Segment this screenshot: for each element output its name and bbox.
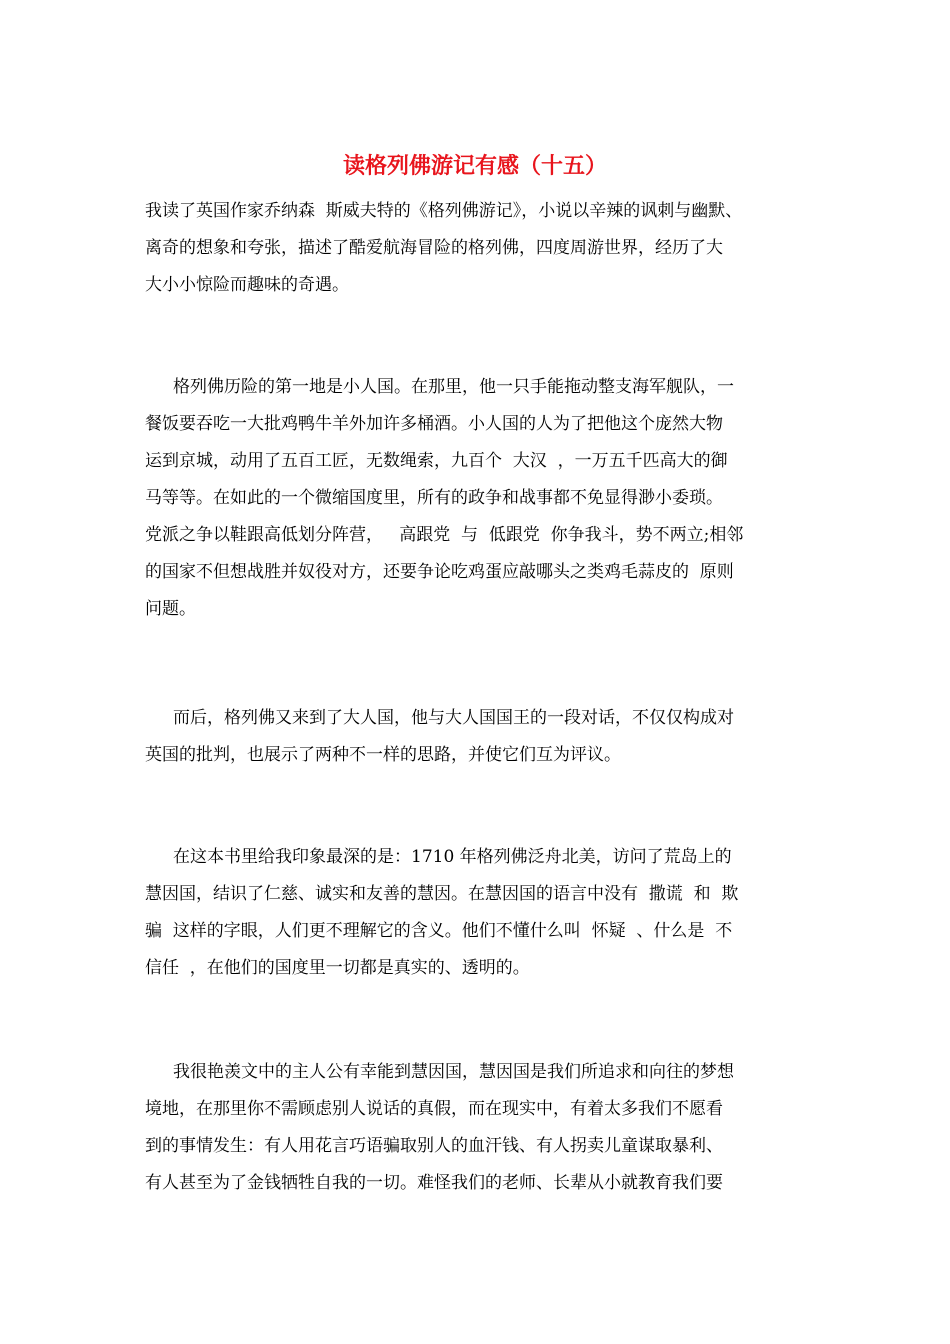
paragraph-line: 到的事情发生：有人用花言巧语骗取别人的血汗钱、有人拐卖儿童谋取暴利、 — [145, 1136, 723, 1156]
paragraph-line: 境地，在那里你不需顾虑别人说话的真假，而在现实中，有着太多我们不愿看 — [145, 1099, 723, 1119]
paragraph-line: 而后，格列佛又来到了大人国，他与大人国国王的一段对话，不仅仅构成对 — [173, 708, 734, 728]
paragraph-1 — [145, 193, 825, 304]
paragraph-line: 马等等。在如此的一个微缩国度里，所有的政争和战事都不免显得渺小委琐。 — [145, 488, 723, 508]
document-title: 读格列佛游记有感（十五） — [342, 153, 607, 179]
paragraph-line: 骗 这样的字眼，人们更不理解它的含义。他们不懂什么叫 怀疑 、什么是 不 — [145, 921, 733, 941]
paragraph-line: 党派之争以鞋跟高低划分阵营， 高跟党 与 低跟党 你争我斗，势不两立;相邻 — [145, 525, 744, 545]
paragraph-line: 在这本书里给我印象最深的是：1710 年格列佛泛舟北美，访问了荒岛上的 — [173, 847, 732, 867]
paragraph-line: 离奇的想象和夸张，描述了酷爱航海冒险的格列佛，四度周游世界，经历了大 — [145, 238, 723, 258]
paragraph-3 — [145, 700, 825, 774]
paragraph-line: 信任 ，在他们的国度里一切都是真实的、透明的。 — [145, 958, 530, 978]
paragraph-line: 问题。 — [145, 599, 196, 619]
paragraph-4 — [145, 839, 825, 987]
paragraph-line: 有人甚至为了金钱牺牲自我的一切。难怪我们的老师、长辈从小就教育我们要 — [145, 1173, 723, 1193]
paragraph-line: 我读了英国作家乔纳森 斯威夫特的《格列佛游记》，小说以辛辣的讽刺与幽默、 — [145, 201, 743, 221]
paragraph-line: 英国的批判，也展示了两种不一样的思路，并使它们互为评议。 — [145, 745, 621, 765]
paragraph-line: 运到京城，动用了五百工匠，无数绳索，九百个 大汉 ，一万五千匹高大的御 — [145, 451, 728, 471]
paragraph-5 — [145, 1054, 825, 1202]
paragraph-line: 大小小惊险而趣味的奇遇。 — [145, 275, 349, 295]
paragraph-line: 的国家不但想战胜并奴役对方，还要争论吃鸡蛋应敲哪头之类鸡毛蒜皮的 原则 — [145, 562, 734, 582]
paragraph-2 — [145, 369, 825, 628]
paragraph-line: 我很艳羡文中的主人公有幸能到慧因国，慧因国是我们所追求和向往的梦想 — [173, 1062, 734, 1082]
paragraph-line: 格列佛历险的第一地是小人国。在那里，他一只手能拖动整支海军舰队，一 — [173, 377, 734, 397]
paragraph-line: 餐饭要吞吃一大批鸡鸭牛羊外加许多桶酒。小人国的人为了把他这个庞然大物 — [145, 414, 723, 434]
paragraph-line: 慧因国，结识了仁慈、诚实和友善的慧因。在慧因国的语言中没有 撒谎 和 欺 — [145, 884, 739, 904]
